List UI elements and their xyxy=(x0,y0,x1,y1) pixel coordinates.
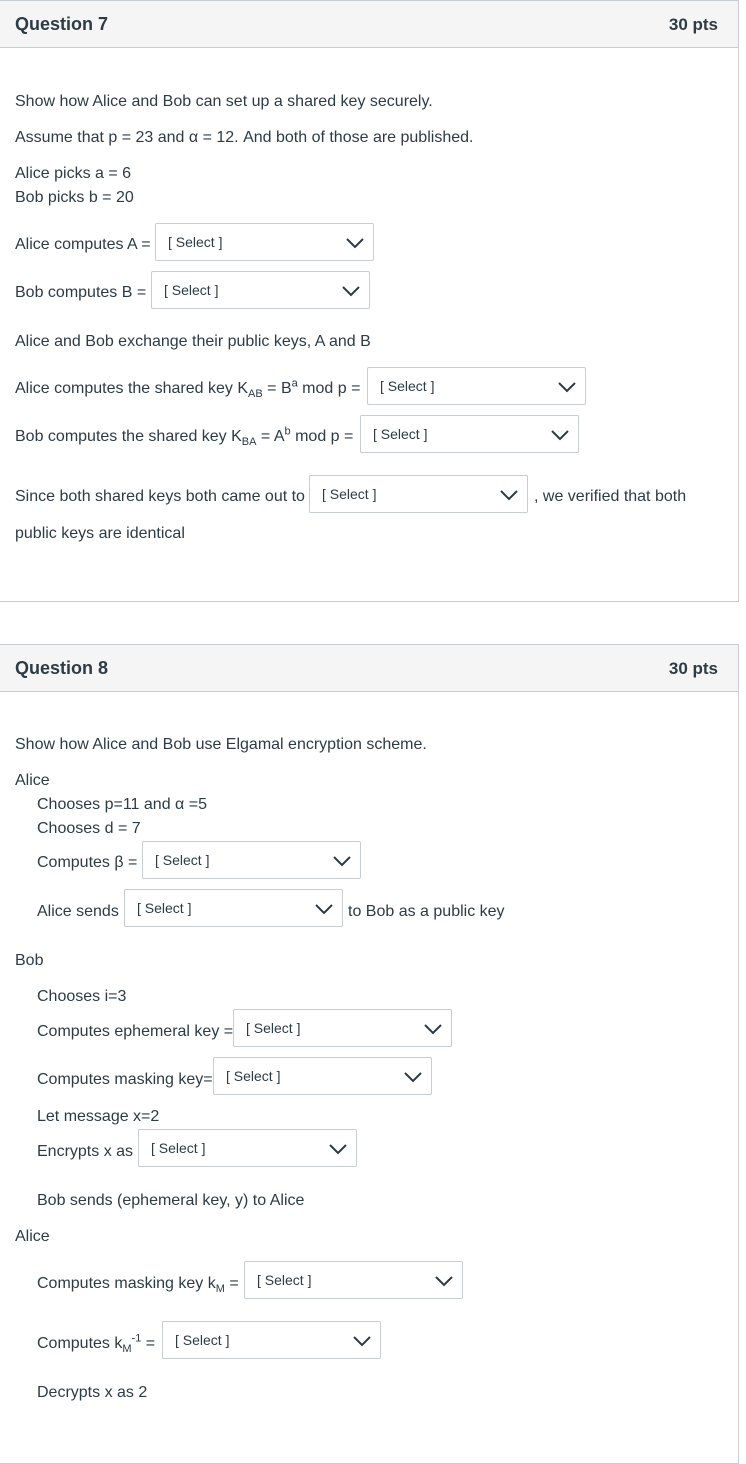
select-placeholder: [ Select ] xyxy=(151,1140,206,1156)
q7-since-prefix: Since both shared keys both came out to xyxy=(15,488,305,505)
q8-intro: Show how Alice and Bob use Elgamal encryption scheme. xyxy=(15,736,427,753)
select-placeholder: [ Select ] xyxy=(164,282,219,298)
q7-bob-shared-key-select[interactable] xyxy=(360,415,579,453)
select-placeholder: [ Select ] xyxy=(155,852,210,868)
select-placeholder: [ Select ] xyxy=(257,1272,312,1288)
question-8-points: 30 pts xyxy=(668,659,718,678)
q8-alice-sends-suffix: to Bob as a public key xyxy=(348,903,505,920)
chevron-down-icon xyxy=(345,236,365,250)
chevron-down-icon xyxy=(499,488,519,502)
q7-intro: Show how Alice and Bob can set up a shared key securely. xyxy=(15,93,433,110)
q8-kminv-select[interactable] xyxy=(162,1321,381,1359)
q7-since-suffix: , we verified that both xyxy=(534,488,687,505)
q7-alice-computes-label: Alice computes A = xyxy=(15,236,151,253)
q8-bob-label: Bob xyxy=(15,952,44,969)
question-8-title: Question 8 xyxy=(15,658,109,678)
q8-chooses-d: Chooses d = 7 xyxy=(37,820,141,837)
q8-bob-sends: Bob sends (ephemeral key, y) to Alice xyxy=(37,1192,305,1209)
q8-km-label: Computes masking key $k_M$ = xyxy=(37,1275,239,1296)
q8-ephemeral-key-select[interactable] xyxy=(233,1009,452,1047)
select-placeholder: [ Select ] xyxy=(137,900,192,916)
question-7-title: Question 7 xyxy=(15,14,109,34)
chevron-down-icon xyxy=(352,1334,372,1348)
question-7-header xyxy=(0,1,738,48)
q7-shared-key-value-select[interactable] xyxy=(309,475,528,513)
q8-chooses-i: Chooses i=3 xyxy=(37,988,127,1005)
q8-ephemeral-label: Computes ephemeral key = xyxy=(37,1023,234,1040)
q8-alice-sends-select[interactable] xyxy=(124,889,343,927)
select-placeholder: [ Select ] xyxy=(246,1020,301,1036)
q7-bob-computes-label: Bob computes B = xyxy=(15,284,147,301)
q7-bob-shared-label: Bob computes the shared key $K_{BA} = A^b$ mod p = xyxy=(15,425,354,449)
select-placeholder: [ Select ] xyxy=(373,426,428,442)
q8-alice-label: Alice xyxy=(15,772,50,789)
question-7-card xyxy=(0,0,739,602)
q8-alice-sends-label: Alice sends xyxy=(37,903,119,920)
q8-encrypts-select[interactable] xyxy=(138,1129,357,1167)
select-placeholder: [ Select ] xyxy=(168,234,223,250)
q8-masking-key-select[interactable] xyxy=(213,1057,432,1095)
question-8-header xyxy=(0,645,738,692)
q8-alice-label-2: Alice xyxy=(15,1228,50,1245)
q7-bob-picks: Bob picks b = 20 xyxy=(15,189,134,206)
chevron-down-icon xyxy=(314,902,334,916)
select-placeholder: [ Select ] xyxy=(380,378,435,394)
q7-assume: Assume that p = 23 and α = 12. And both of those are published. xyxy=(15,129,474,146)
q8-km-select[interactable] xyxy=(244,1261,463,1299)
q7-since-line2: public keys are identical xyxy=(15,525,185,542)
chevron-down-icon xyxy=(341,284,361,298)
chevron-down-icon xyxy=(550,428,570,442)
select-placeholder: [ Select ] xyxy=(226,1068,281,1084)
q8-masking-label: Computes masking key= xyxy=(37,1071,213,1088)
q7-alice-shared-label: Alice computes the shared key $K_{AB} = B^a$ mod p = xyxy=(15,377,361,401)
q8-computes-beta-label: Computes β = xyxy=(37,854,138,871)
q7-alice-computes-a-select[interactable] xyxy=(155,223,374,261)
q8-let-message: Let message x=2 xyxy=(37,1108,160,1125)
q7-alice-shared-key-select[interactable] xyxy=(367,367,586,405)
q7-exchange: Alice and Bob exchange their public keys, A and B xyxy=(15,333,371,350)
question-8-card xyxy=(0,644,739,1464)
chevron-down-icon xyxy=(423,1022,443,1036)
chevron-down-icon xyxy=(434,1274,454,1288)
chevron-down-icon xyxy=(328,1142,348,1156)
q8-encrypts-label: Encrypts x as xyxy=(37,1143,134,1160)
question-7-points: 30 pts xyxy=(668,15,718,34)
q8-chooses-p: Chooses p=11 and α =5 xyxy=(37,796,207,813)
select-placeholder: [ Select ] xyxy=(322,486,377,502)
q8-computes-beta-select[interactable] xyxy=(142,841,361,879)
select-placeholder: [ Select ] xyxy=(175,1332,230,1348)
chevron-down-icon xyxy=(557,380,577,394)
q8-kminv-label: Computes $k_M^{-1}$ = xyxy=(37,1332,156,1356)
chevron-down-icon xyxy=(403,1070,423,1084)
q7-bob-computes-b-select[interactable] xyxy=(151,271,370,309)
q8-decrypts: Decrypts x as 2 xyxy=(37,1384,148,1401)
chevron-down-icon xyxy=(332,854,352,868)
q7-alice-picks: Alice picks a = 6 xyxy=(15,165,132,182)
